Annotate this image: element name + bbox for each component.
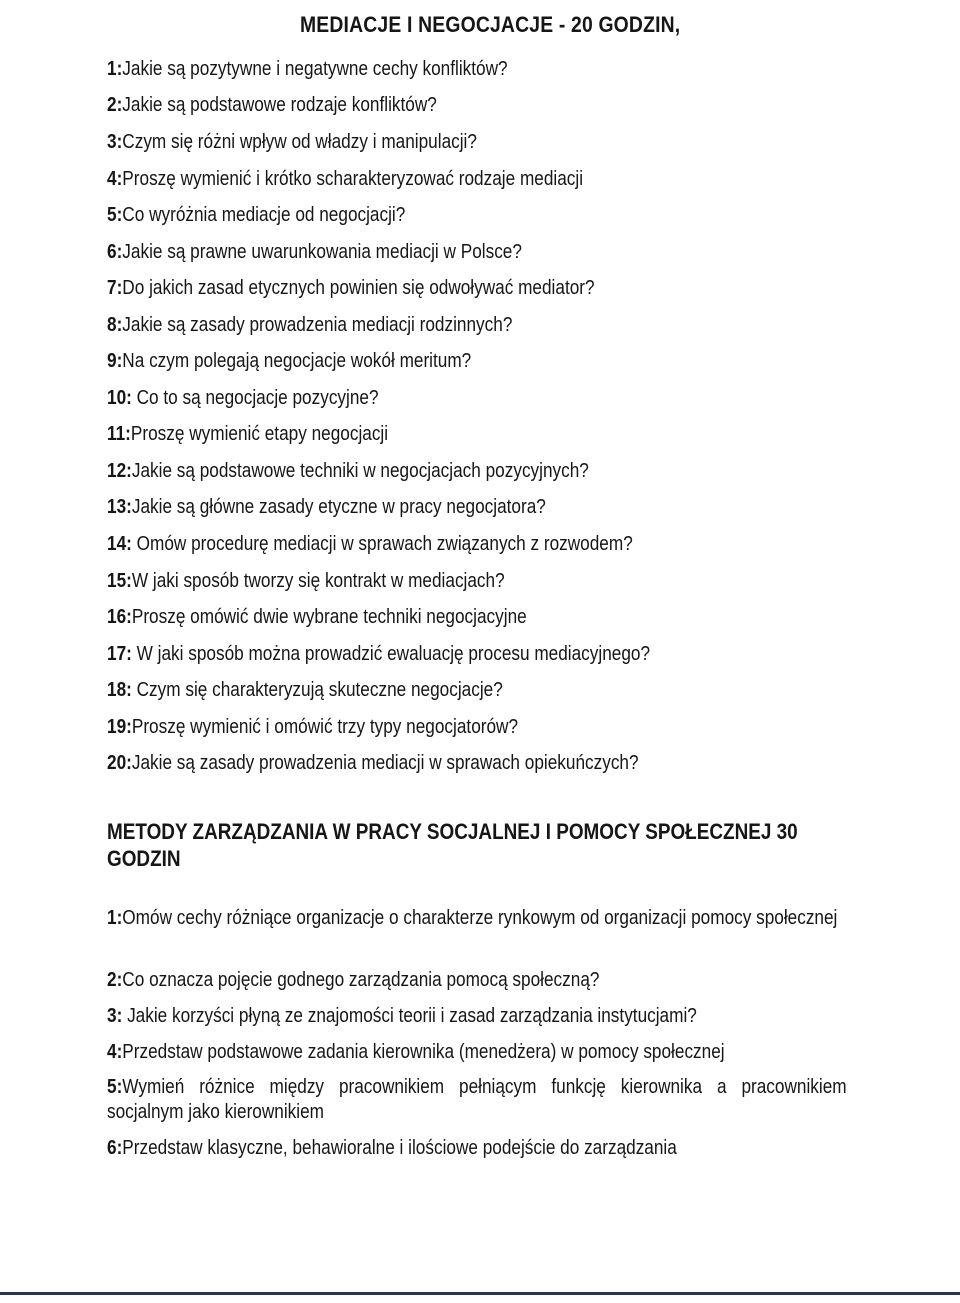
question-item [107, 1075, 847, 1125]
question-text: Omów procedurę mediacji w sprawach związanych z rozwodem? [131, 533, 633, 555]
question-text: Przedstaw klasyczne, behawioralne i ilościowe podejście do zarządzania [122, 1137, 677, 1159]
question-text: W jaki sposób można prowadzić ewaluację procesu mediacyjnego? [131, 643, 651, 665]
question-item [107, 93, 437, 117]
question-number: 8: [107, 314, 123, 336]
question-item [107, 605, 527, 629]
question-number: 16: [107, 606, 132, 628]
question-item [107, 678, 503, 702]
question-number: 18: [107, 679, 132, 701]
question-text: Jakie są podstawowe techniki w negocjacjach pozycyjnych? [131, 460, 589, 482]
question-text: Jakie są podstawowe rodzaje konfliktów? [122, 94, 437, 116]
question-item [107, 203, 405, 227]
question-item [107, 313, 512, 337]
question-text: Co oznacza pojęcie godnego zarządzania pomocą społeczną? [122, 969, 600, 991]
question-number: 3: [107, 1005, 123, 1027]
section2-title-line1: METODY ZARZĄDZANIA W PRACY SOCJALNEJ I POMOCY SPOŁECZNEJ 30 [107, 819, 798, 844]
question-text: Czym się różni wpływ od władzy i manipulacji? [122, 131, 477, 153]
question-text: Przedstaw podstawowe zadania kierownika (menedżera) w pomocy społecznej [122, 1041, 725, 1063]
section2-title-line2: GODZIN [107, 846, 181, 871]
question-number: 4: [107, 1041, 123, 1063]
question-item [107, 459, 589, 483]
section2-title [107, 818, 798, 872]
question-number: 12: [107, 460, 132, 482]
question-number: 2: [107, 94, 123, 116]
question-number: 4: [107, 168, 123, 190]
question-number: 6: [107, 1137, 123, 1159]
question-item [107, 715, 518, 739]
question-item [107, 495, 546, 519]
question-text: Proszę omówić dwie wybrane techniki negocjacyjne [131, 606, 527, 628]
question-text: Na czym polegają negocjacje wokół meritum? [122, 350, 472, 372]
question-item [107, 1136, 677, 1161]
question-item [107, 532, 633, 556]
question-number: 2: [107, 969, 123, 991]
question-number: 11: [107, 423, 131, 445]
question-number: 19: [107, 716, 132, 738]
bottom-divider [0, 1292, 960, 1295]
question-number: 17: [107, 643, 132, 665]
question-number: 6: [107, 241, 123, 263]
question-number: 3: [107, 131, 123, 153]
question-text: Jakie korzyści płyną ze znajomości teorii i zasad zarządzania instytucjami? [122, 1005, 697, 1027]
question-number: 5: [107, 204, 123, 226]
question-item [107, 130, 477, 154]
question-item [107, 349, 471, 373]
question-number: 9: [107, 350, 123, 372]
question-number: 7: [107, 277, 123, 299]
question-text: Wymień różnice między pracownikiem pełniącym funkcję kierownika a pracownikiem socjalnym jako kierownikiem [107, 1076, 847, 1123]
question-text: Jakie są zasady prowadzenia mediacji rodzinnych? [122, 314, 513, 336]
question-text: Czym się charakteryzują skuteczne negocjacje? [131, 679, 503, 701]
question-item [107, 386, 379, 410]
question-item [107, 422, 388, 446]
section1-title: MEDIACJE I NEGOCJACJE - 20 GODZIN, [300, 12, 681, 37]
question-item [107, 1040, 725, 1065]
question-text: Jakie są prawne uwarunkowania mediacji w Polsce? [122, 241, 522, 263]
question-item [107, 240, 522, 264]
question-item [107, 1004, 697, 1029]
question-number: 10: [107, 387, 132, 409]
question-text: Proszę wymienić i omówić trzy typy negocjatorów? [131, 716, 519, 738]
question-item [107, 968, 599, 993]
question-number: 1: [107, 58, 123, 80]
question-item [107, 167, 583, 191]
question-item [107, 57, 508, 81]
question-text: Proszę wymienić etapy negocjacji [130, 423, 389, 445]
question-text: Jakie są zasady prowadzenia mediacji w sprawach opiekuńczych? [131, 752, 639, 774]
question-number: 15: [107, 570, 132, 592]
question-text: Co to są negocjacje pozycyjne? [131, 387, 379, 409]
question-text: Do jakich zasad etycznych powinien się odwoływać mediator? [122, 277, 595, 299]
question-text: Proszę wymienić i krótko scharakteryzować rodzaje mediacji [122, 168, 584, 190]
question-number: 13: [107, 496, 132, 518]
question-number: 14: [107, 533, 132, 555]
question-number: 1: [107, 907, 123, 929]
question-item [107, 751, 639, 775]
question-text: Jakie są główne zasady etyczne w pracy negocjatora? [131, 496, 546, 518]
question-text: W jaki sposób tworzy się kontrakt w mediacjach? [131, 570, 505, 592]
question-item [107, 906, 847, 931]
question-text: Omów cechy różniące organizacje o charakterze rynkowym od organizacji pomocy społecznej [122, 907, 838, 929]
question-number: 20: [107, 752, 132, 774]
question-item [107, 276, 595, 300]
question-text: Jakie są pozytywne i negatywne cechy konfliktów? [122, 58, 508, 80]
question-text: Co wyróżnia mediacje od negocjacji? [122, 204, 406, 226]
question-item [107, 642, 650, 666]
question-number: 5: [107, 1076, 123, 1098]
question-item [107, 569, 505, 593]
